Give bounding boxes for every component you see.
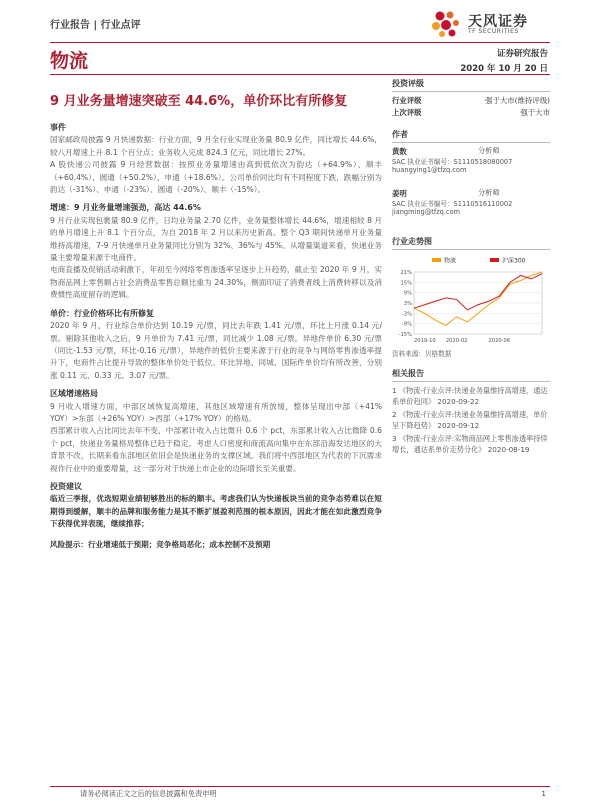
main-content — [50, 122, 382, 551]
legend-label: 物流 — [444, 257, 457, 265]
trend-chart — [392, 254, 550, 346]
section-title: 区域增速格局 — [50, 389, 98, 399]
logo-text-cn: 天风证券 — [468, 14, 528, 30]
legend-label: 沪深300 — [502, 257, 526, 265]
report-type: 行业报告 | 行业点评 — [50, 20, 141, 31]
y-tick-label: -15% — [398, 332, 412, 338]
section-title: 事件 — [50, 123, 66, 132]
industry-title: 物流 — [50, 50, 89, 72]
analyst-email[interactable]: jiangming@tfzq.com — [392, 208, 461, 216]
sidebar — [392, 78, 550, 457]
y-tick-label: -3% — [401, 311, 412, 318]
y-tick-label: 9% — [403, 290, 412, 297]
analyst-title: 分析师 — [478, 188, 500, 197]
company-logo — [430, 10, 550, 38]
header-divider — [50, 42, 550, 43]
analyst-title: 分析师 — [478, 146, 500, 155]
y-tick-label: -9% — [401, 321, 412, 328]
report-kind: 证券研究报告 — [496, 49, 548, 59]
analyst-card — [392, 188, 550, 228]
report-date: 2020 年 10 月 20 日 — [460, 64, 548, 74]
section-paragraph: 9 月行业实现包裹量 80.9 亿件，日均业务量 2.70 亿件，业务量整体增长 44.6%，增速相较 8 月的单月增速上升 8.1 个百分点，为自 2018 年 2 月以来历史新高。整个 Q3 期间快递单月业务量维持高增速，7-9 月快递单月业务量同比分别为 32%、36%与 45%。从增量渠道来看，快递业务量主要增量来源于电商件。 — [50, 215, 382, 263]
x-tick-label: 2019-10 — [414, 338, 436, 344]
x-tick-label: 2020-06 — [488, 338, 511, 344]
related-report-item[interactable]: 3 《物流-行业点评:实物商品网上零售渗透率持续增长，通达系单价走势分化》 2020-08-19 — [392, 434, 548, 454]
analyst-email[interactable]: huangying1@tfzq.com — [392, 166, 467, 174]
section-paragraph: 风险提示：行业增速低于预期；竞争格局恶化；成本控制不及预期 — [50, 539, 271, 549]
section-title: 增速：9 月业务量增速强劲，高达 44.6% — [50, 203, 201, 213]
chart-source: 资料来源：贝格数据 — [392, 350, 452, 358]
analyst-sac: SAC 执业证书编号：S1110518080007 — [392, 158, 513, 166]
section-paragraph: 临近三季报，优选短期业绩韧够胜出的标的顺丰。考虑我们认为快递板块当前的竞争态势难以在短期得到缓解，顺丰的品牌和服务能力是其不断扩展盈利范围的根本原因，因此才能在如此激烈竞争下获得优异表现，继续推荐； — [50, 494, 382, 529]
analyst-card — [392, 146, 550, 186]
logo-text-en: TF SECURITIES — [468, 28, 519, 35]
analyst-name: 姜明 — [392, 189, 407, 198]
section-title: 投资建议 — [50, 481, 82, 491]
footer-divider — [50, 786, 550, 787]
section-paragraph: A 股快递公司披露 9 月经营数据：按照业务量增速由高到低依次为韵达（+64.9%）、顺丰（+60.4%）、圆通（+50.2%）、申通（+18.6%）。公司单价同比均有不同程度下跌，跌幅分别为韵达（-31%）、申通（-23%）、圆通（-20%）、顺丰（-15%）。 — [50, 160, 382, 195]
author-heading: 作者 — [392, 129, 550, 143]
section-paragraph: 国家邮政局披露 9 月快递数据：行业方面，9 月全行业实现业务量 80.9 亿件，同比增长 44.6%，较八月增速上升 8.1 个百分点；业务收入完成 824.3 亿元，同比增长 27%。 — [50, 135, 382, 157]
related-report-item[interactable]: 1 《物流-行业点评:快递业务量维持高增速，通达系单价趋同》 2020-09-22 — [392, 386, 548, 406]
rating-key: 行业评级 — [392, 96, 422, 105]
section-paragraph: 西部累计收入占比同比去年不变，中部累计收入占比微升 0.6 个 pct，东部累计收入占比微降 0.6 个 pct，快递业务量格局整体已趋于稳定。考虑人口密度和商流高向集中在东部沿海发达地区的大背景不改，长期来看东部地区依旧会是快递业务的支撑区域。我们将中西部地区为代表的下沉需求视作行业中的重要增量，这一部分对于快递上市企业的边际增长至关重要。 — [50, 426, 382, 473]
related-heading: 相关报告 — [392, 368, 550, 382]
related-reports — [392, 385, 550, 455]
section-title: 单价：行业价格环比有所修复 — [50, 308, 154, 318]
x-tick-label: 2020-02 — [445, 338, 468, 344]
section-paragraph: 电商直播及促销活动刺激下，年初至今网络零售渗透率呈逐步上升趋势，截止至 2020 年 9 月，实物商品网上零售额占社会消费品零售总额比重为 24.30%，侧面印证了消费者线上消费转移以及消费惯性高度留存的逻辑。 — [50, 265, 382, 300]
analyst-name: 黄数 — [392, 147, 407, 156]
subheader-divider — [50, 74, 550, 75]
rating-row — [392, 107, 550, 119]
trend-chart-svg — [392, 254, 550, 346]
rating-value: 强于大市(维持评级) — [485, 96, 550, 105]
logo-mark-icon — [430, 10, 464, 38]
analyst-sac: SAC 执业证书编号：S1110516110002 — [392, 200, 513, 208]
rating-key: 上次评级 — [392, 108, 422, 117]
rating-heading: 投资评级 — [392, 78, 550, 92]
top-bar — [50, 10, 550, 38]
legend-swatch — [432, 258, 441, 262]
chart-heading: 行业走势图 — [392, 236, 550, 250]
section-paragraph: 2020 年 9 月，行业综合单价达到 10.19 元/票，同比去年跌 1.41 元/票，环比上月涨 0.14 元/票。剔除其他收入之后，9 月单价为 7.41 元/票，同比减少 1.08 元/票。异地件单价 6.30 元/票（同比-1.53 元/票，环比-0.16 元/票），异地件的低价主要来源于行业的竞争与网络零售渗透率提升下，电商件占比提升导致的整体单价处于低位。环比异地、同城、国际件单价均有所改善，分别涨 0.11 元、0.33 元、3.07 元/票。 — [50, 321, 382, 380]
y-tick-label: 15% — [400, 280, 412, 287]
series-line-logistics — [414, 272, 542, 325]
y-tick-label: 21% — [400, 270, 412, 276]
y-tick-label: 3% — [403, 301, 412, 307]
rating-row — [392, 95, 550, 107]
footer-disclaimer: 请务必阅读正文之后的信息披露和免责申明 — [80, 789, 217, 798]
related-report-item[interactable]: 2 《物流-行业点评:快递业务量维持高增速，单价呈下降趋势》 2020-09-12 — [392, 410, 548, 430]
page-number: 1 — [541, 789, 546, 798]
legend-swatch — [490, 258, 499, 262]
headline: 9 月业务量增速突破至 44.6%，单价环比有所修复 — [50, 94, 348, 109]
section-paragraph: 9 月收入增速方面，中部区域恢复高增速，其他区域增速有所放缓，整体呈现出中部（+41% YOY）>东部（+26% YOY）>西部（+17% YOY）的格局。 — [50, 401, 382, 423]
rating-value: 强于大市 — [520, 108, 550, 117]
